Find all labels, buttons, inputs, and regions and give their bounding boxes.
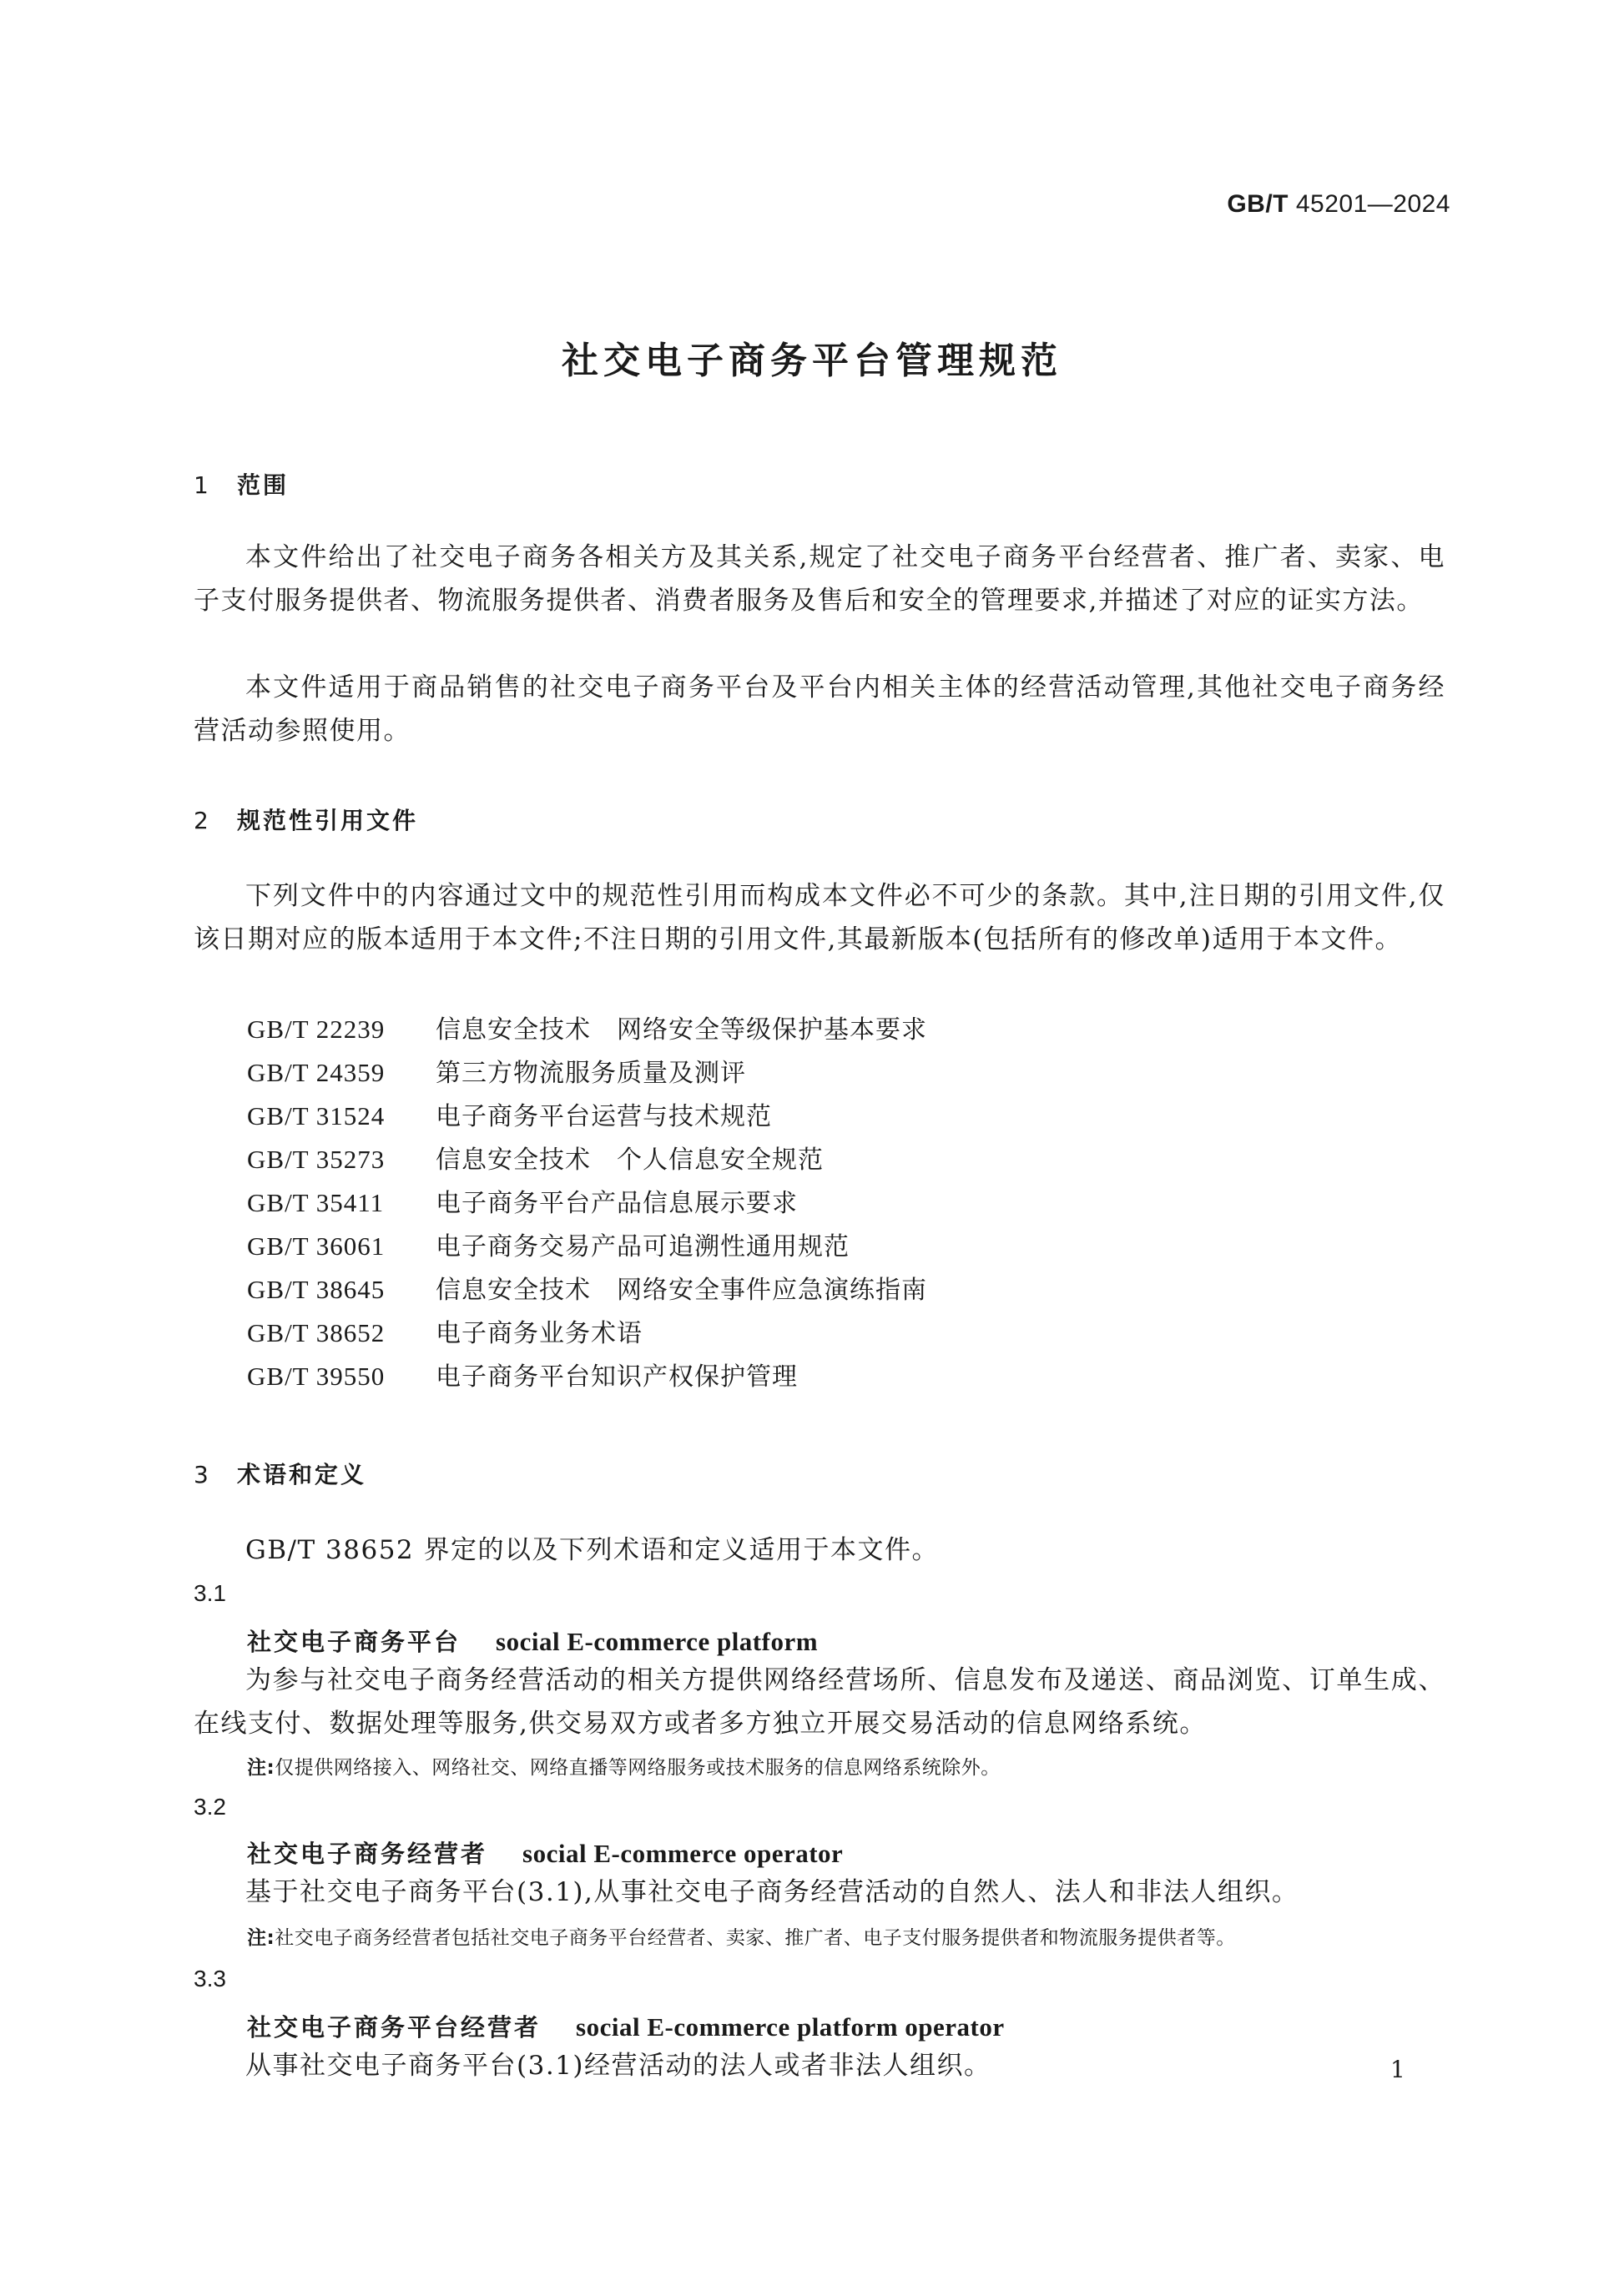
term-english: social E-commerce platform operator [576,2012,1005,2042]
term-number: 3.2 [194,1794,226,1820]
term-chinese: 社交电子商务平台经营者 [247,2013,542,2042]
reference-code: GB/T 39550 [247,1362,386,1391]
reference-item [247,1138,927,1181]
reference-code: GB/T 38645 [247,1275,386,1304]
note-label: 注: [247,1757,275,1779]
reference-code: GB/T 38652 [247,1318,386,1347]
terms-intro-paragraph: GB/T 38652 界定的以及下列术语和定义适用于本文件。 [245,1535,939,1565]
reference-item [247,1355,927,1398]
reference-code: GB/T 31524 [247,1101,386,1130]
references-intro-paragraph: 下列文件中的内容通过文中的规范性引用而构成本文件必不可少的条款。其中,注日期的引用文件,仅该日期对应的版本适用于本文件;不注日期的引用文件,其最新版本(包括所有的修改单)适用于本文件。 [194,881,1445,954]
document-title: 社交电子商务平台管理规范 [562,340,1062,382]
term-english: social E-commerce platform [496,1627,819,1656]
section-title: 范围 [237,471,290,499]
section-title: 规范性引用文件 [237,807,419,834]
term-english: social E-commerce operator [522,1839,844,1868]
reference-item [247,1181,927,1225]
standard-code-prefix: GB/T [1227,190,1289,218]
standard-code [1227,190,1450,219]
note-text: 社交电子商务经营者包括社交电子商务平台经营者、卖家、推广者、电子支付服务提供者和物流服务提供者等。 [275,1927,1236,1949]
term-note [247,1922,1457,1950]
section-number: 1 [194,471,211,499]
section-1-heading [194,467,289,501]
term-heading [247,2009,1005,2043]
term-number: 3.1 [194,1580,226,1606]
section-title: 术语和定义 [237,1461,367,1488]
reference-title: 电子商务交易产品可追溯性通用规范 [436,1232,850,1261]
reference-item [247,1225,927,1268]
reference-item [247,1051,927,1095]
reference-item [247,1312,927,1355]
reference-title: 电子商务平台产品信息展示要求 [436,1189,798,1218]
term-note [247,1752,1457,1780]
reference-code: GB/T 24359 [247,1058,386,1087]
reference-title: 信息安全技术 网络安全等级保护基本要求 [436,1015,927,1045]
section-3-heading [194,1457,366,1490]
reference-code: GB/T 36061 [247,1231,386,1261]
reference-title: 电子商务业务术语 [436,1319,643,1348]
term-definition: 为参与社交电子商务经营活动的相关方提供网络经营场所、信息发布及递送、商品浏览、订单生成、在线支付、数据处理等服务,供交易双方或者多方独立开展交易活动的信息网络系统。 [194,1665,1445,1739]
term-number: 3.3 [194,1966,226,1991]
section-2-heading [194,803,418,836]
reference-item [247,1095,927,1138]
term-heading [247,1624,818,1658]
term-chinese: 社交电子商务平台 [247,1628,461,1656]
reference-title: 信息安全技术 网络安全事件应急演练指南 [436,1276,927,1305]
reference-code: GB/T 35411 [247,1188,385,1217]
section-number: 3 [194,1461,211,1488]
scope-paragraph-1: 本文件给出了社交电子商务各相关方及其关系,规定了社交电子商务平台经营者、推广者、卖家、电子支付服务提供者、物流服务提供者、消费者服务及售后和安全的管理要求,并描述了对应的证实方法。 [194,542,1445,616]
reference-code: GB/T 35273 [247,1145,386,1174]
section-number: 2 [194,807,211,834]
term-heading [247,1835,843,1870]
scope-paragraph-2: 本文件适用于商品销售的社交电子商务平台及平台内相关主体的经营活动管理,其他社交电子商务经营活动参照使用。 [194,672,1445,746]
note-label: 注: [247,1927,275,1949]
reference-item [247,1268,927,1312]
reference-title: 电子商务平台知识产权保护管理 [436,1362,798,1392]
page-number: 1 [1390,2056,1405,2083]
reference-title: 电子商务平台运营与技术规范 [436,1102,772,1131]
term-definition: 基于社交电子商务平台(3.1),从事社交电子商务经营活动的自然人、法人和非法人组织。 [245,1877,1299,1907]
note-text: 仅提供网络接入、网络社交、网络直播等网络服务或技术服务的信息网络系统除外。 [275,1757,1001,1779]
reference-list [247,1008,927,1398]
reference-code: GB/T 22239 [247,1015,386,1044]
reference-title: 信息安全技术 个人信息安全规范 [436,1145,824,1175]
reference-title: 第三方物流服务质量及测评 [436,1059,746,1088]
term-definition: 从事社交电子商务平台(3.1)经营活动的法人或者非法人组织。 [245,2051,991,2081]
reference-item [247,1008,927,1051]
standard-code-number: 45201—2024 [1289,190,1450,218]
term-chinese: 社交电子商务经营者 [247,1840,488,1868]
